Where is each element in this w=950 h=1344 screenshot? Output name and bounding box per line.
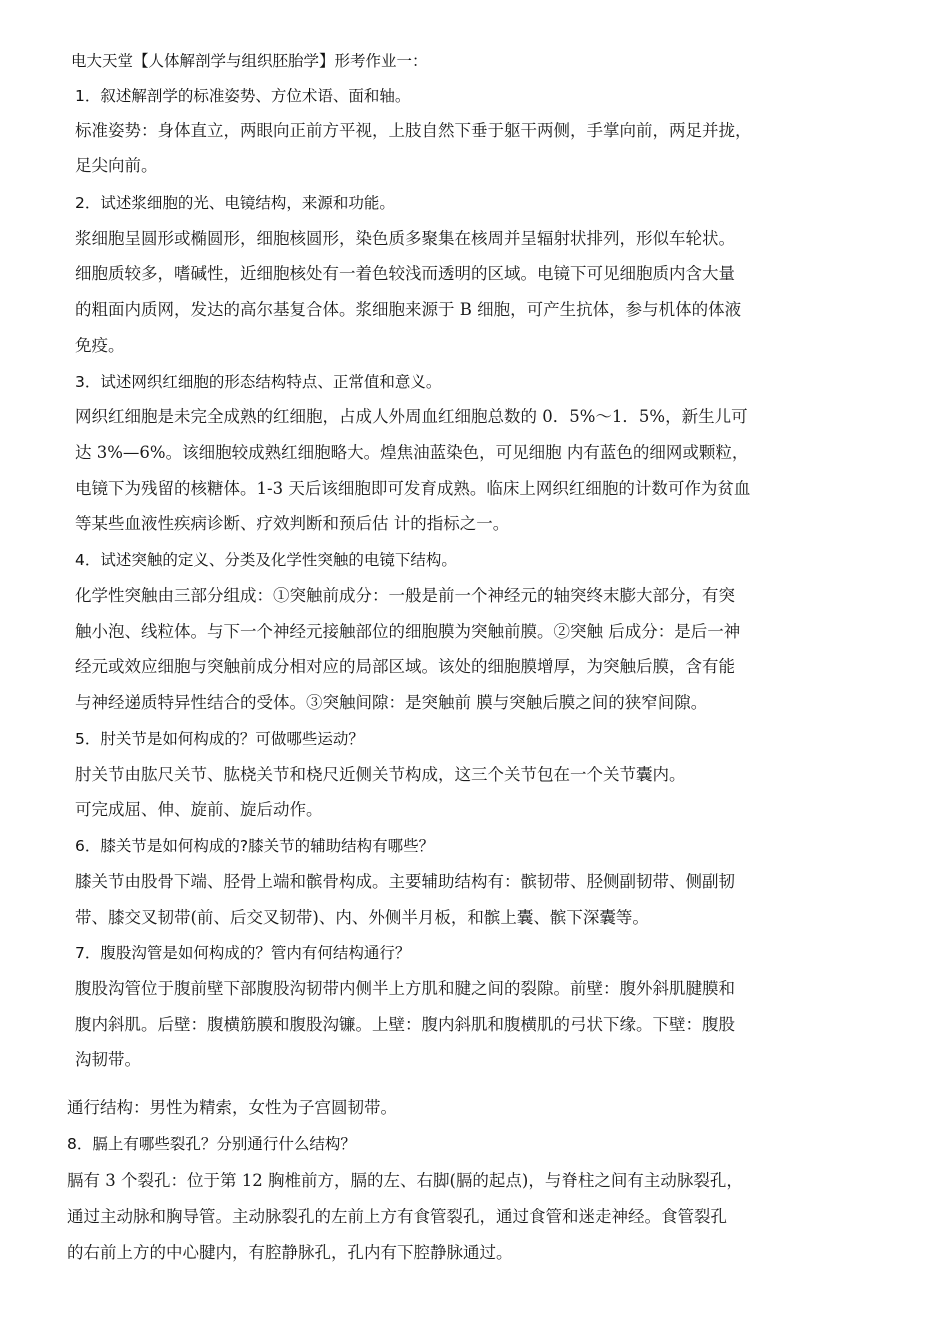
- answer-6-line: 带、膝交叉韧带(前、后交叉韧带)、内、外侧半月板，和髌上囊、髌下深囊等。: [75, 908, 649, 927]
- answer-3-line: 等某些血液性疾病诊断、疗效判断和预后估 计的指标之一。: [75, 514, 510, 533]
- answer-1-line: 标准姿势：身体直立，两眼向正前方平视，上肢自然下垂于躯干两侧，手掌向前，两足并拢，: [75, 121, 752, 140]
- answer-7-line: 腹内斜肌。后壁：腹横筋膜和腹股沟镰。上壁：腹内斜肌和腹横肌的弓状下缘。下壁：腹股: [75, 1015, 735, 1034]
- answer-2-line: 免疫。: [75, 336, 125, 355]
- answer-4-line: 与神经递质特异性结合的受体。③突触间隙：是突触前 膜与突触后膜之间的狭窄间隙。: [75, 693, 708, 712]
- question-8-heading: 8．膈上有哪些裂孔？分别通行什么结构？: [67, 1135, 356, 1153]
- answer-2-line: 浆细胞呈圆形或椭圆形，细胞核圆形，染色质多聚集在核周并呈辐射状排列，形似车轮状。: [75, 229, 735, 248]
- answer-3-line: 达 3%—6%。该细胞较成熟红细胞略大。煌焦油蓝染色，可见细胞 内有蓝色的细网或颗粒，: [75, 443, 749, 462]
- answer-4-line: 触小泡、线粒体。与下一个神经元接触部位的细胞膜为突触前膜。②突触 后成分：是后一神: [75, 622, 741, 641]
- answer-7-line: 腹股沟管位于腹前壁下部腹股沟韧带内侧半上方肌和腱之间的裂隙。前壁：腹外斜肌腱膜和: [75, 979, 735, 998]
- question-1-heading: 1．叙述解剖学的标准姿势、方位术语、面和轴。: [75, 87, 411, 105]
- answer-1-line: 足尖向前。: [75, 156, 158, 175]
- answer-7-passage-structures: 通行结构：男性为精索，女性为子宫圆韧带。: [67, 1098, 397, 1117]
- answer-8-line: 的右前上方的中心腱内，有腔静脉孔，孔内有下腔静脉通过。: [67, 1243, 513, 1262]
- answer-5-line: 可完成屈、伸、旋前、旋后动作。: [75, 800, 323, 819]
- question-7-heading: 7．腹股沟管是如何构成的？管内有何结构通行？: [75, 944, 411, 962]
- question-6-heading: 6．膝关节是如何构成的?膝关节的辅助结构有哪些？: [75, 837, 435, 855]
- answer-5-line: 肘关节由肱尺关节、肱桡关节和桡尺近侧关节构成，这三个关节包在一个关节囊内。: [75, 765, 686, 784]
- answer-8-line: 通过主动脉和胸导管。主动脉裂孔的左前上方有食管裂孔，通过食管和迷走神经。食管裂孔: [67, 1207, 727, 1226]
- answer-2-line: 的粗面内质网，发达的高尔基复合体。浆细胞来源于 B 细胞，可产生抗体，参与机体的体液: [75, 300, 742, 319]
- answer-4-line: 化学性突触由三部分组成：①突触前成分：一般是前一个神经元的轴突终末膨大部分，有突: [75, 586, 735, 605]
- answer-3-line: 电镜下为残留的核糖体。1-3 天后该细胞即可发育成熟。临床上网织红细胞的计数可作为贫血: [75, 479, 751, 498]
- answer-2-line: 细胞质较多，嗜碱性，近细胞核处有一着色较浅而透明的区域。电镜下可见细胞质内含大量: [75, 264, 735, 283]
- answer-4-line: 经元或效应细胞与突触前成分相对应的局部区域。该处的细胞膜增厚，为突触后膜，含有能: [75, 657, 735, 676]
- document-title: 电大天堂【人体解剖学与组织胚胎学】形考作业一：: [71, 52, 428, 70]
- answer-7-line: 沟韧带。: [75, 1050, 141, 1069]
- question-4-heading: 4．试述突触的定义、分类及化学性突触的电镜下结构。: [75, 551, 457, 569]
- answer-3-line: 网织红细胞是未完全成熟的红细胞，占成人外周血红细胞总数的 0．5%～1．5%，新生儿可: [75, 407, 748, 426]
- question-2-heading: 2．试述浆细胞的光、电镜结构，来源和功能。: [75, 194, 395, 212]
- answer-8-line: 膈有 3 个裂孔：位于第 12 胸椎前方，膈的左、右脚(膈的起点)，与脊柱之间有主动脉裂孔，: [67, 1171, 743, 1190]
- question-5-heading: 5．肘关节是如何构成的？可做哪些运动？: [75, 730, 364, 748]
- question-3-heading: 3．试述网织红细胞的形态结构特点、正常值和意义。: [75, 373, 442, 391]
- answer-6-line: 膝关节由股骨下端、胫骨上端和髌骨构成。主要辅助结构有：髌韧带、胫侧副韧带、侧副韧: [75, 872, 735, 891]
